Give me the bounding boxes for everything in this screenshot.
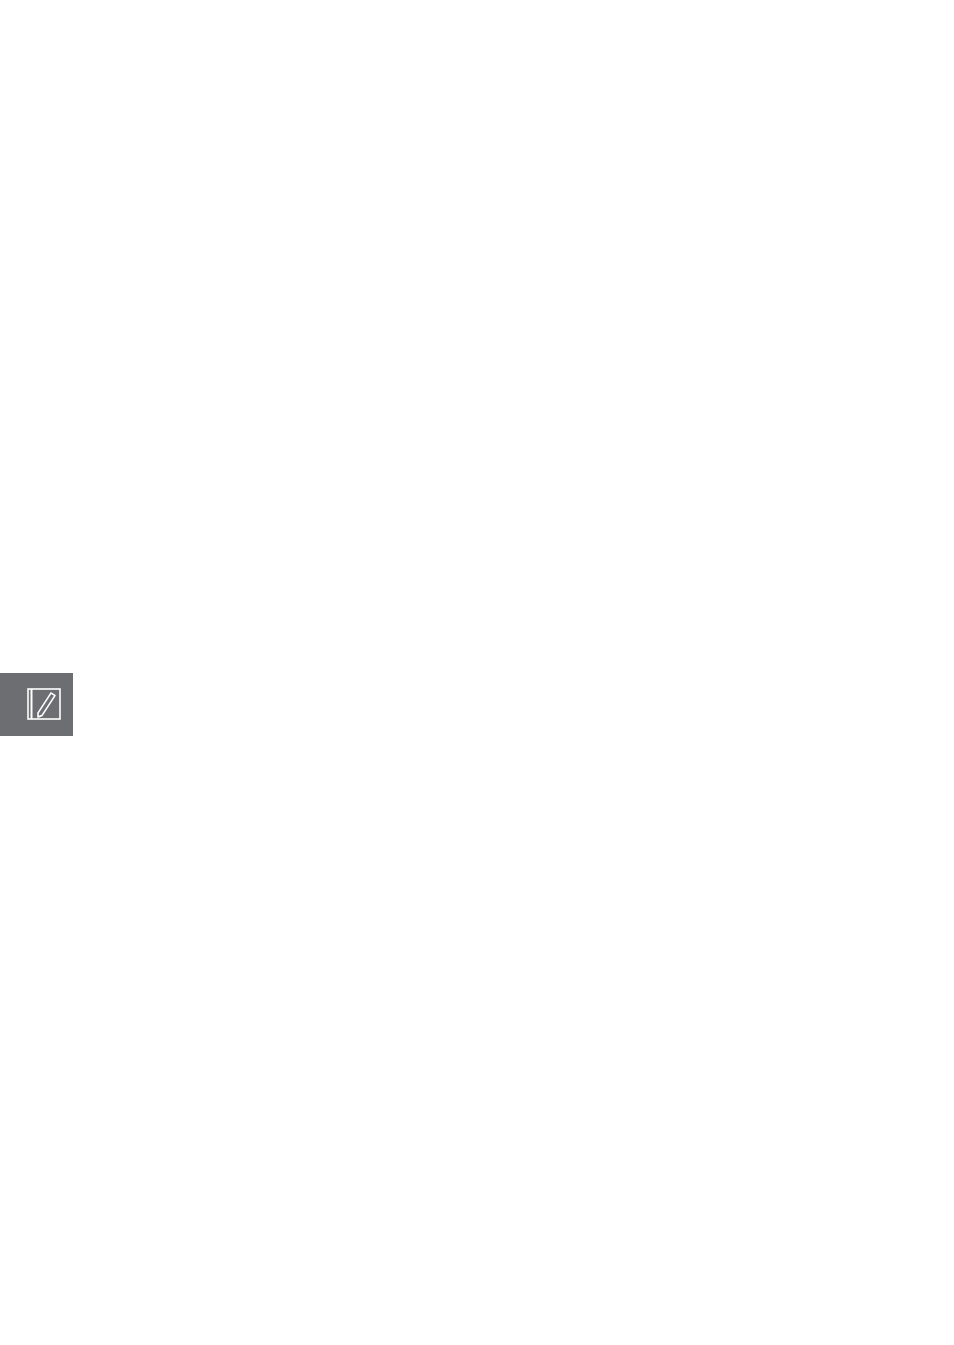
pen-notes-icon [27,687,61,721]
chapter-side-tab [0,673,73,736]
